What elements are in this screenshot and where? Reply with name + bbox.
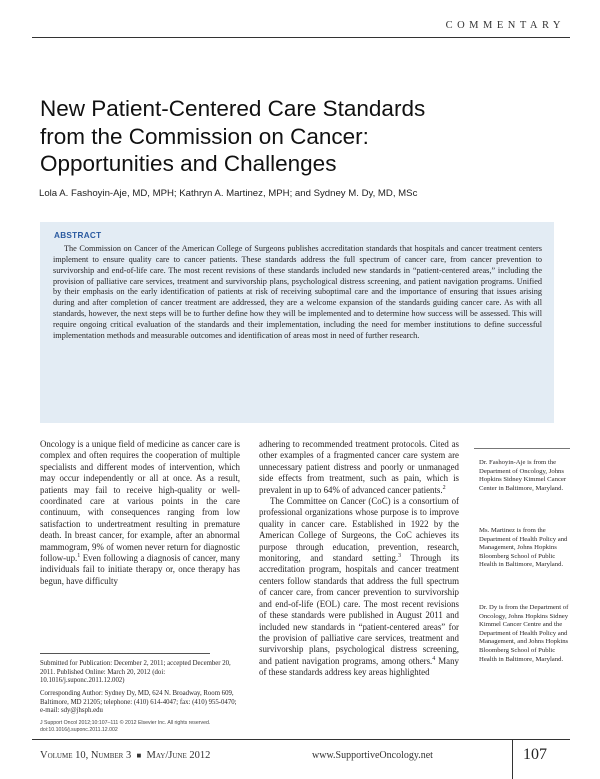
reference-marker[interactable]: 2 (442, 484, 446, 491)
title-line-3: Opportunities and Challenges (40, 151, 337, 176)
correspondence-note: Corresponding Author: Sydney Dy, MD, 624 N. Broadway, Room 609, Baltimore, MD 21205; telephone: (410) 614-4047; fax: (410) 955-0470; e-mail: sdy@jhsph.edu (40, 690, 237, 715)
affiliation-3: Dr. Dy is from the Department of Oncology, Johns Hopkins Sidney Kimmel Cancer Centre and the Department of Health Policy and Management, and Johns Hopkins Bloomberg School of Public Health in Baltimore, Maryland. (479, 604, 569, 663)
article-title (40, 95, 560, 178)
body-paragraph-cont: Through its accreditation program, hospitals and cancer treatment centers follow standards that address the full spectrum of cancer care, from cancer prevention to survivorship and end-of-life (EOL) care. The most recent revisions of these standards were published in August 2011 and included new standards in “patient-centered areas” for the provision of palliative care services, treatment and survivorship plans, psychological distress screening, and patient navigation programs, among others. (259, 553, 459, 666)
reference-marker[interactable]: 4 (432, 655, 436, 662)
title-line-1: New Patient-Centered Care Standards (40, 96, 426, 121)
body-paragraph: The Committee on Cancer (CoC) is a consortium of professional organizations whose purpose is to improve quality in cancer care. Established in 1922 by the American College of Surgeons, the CoC achieves its purpose through education, prevention, research, monitoring, and standard setting. (259, 496, 459, 564)
citation-line: J Support Oncol 2012;10:107–111 © 2012 Elsevier Inc. All rights reserved. doi:10.1016/j.suponc.2011.12.002 (40, 720, 211, 733)
body-paragraph-cont: Many of these standards address key areas highlighted (259, 655, 459, 678)
reference-marker[interactable]: 3 (398, 553, 402, 560)
body-paragraph: adhering to recommended treatment protocols. Cited as other examples of a fragmented cancer care system are unnecessary patient distress and poorly or unmanaged side effects from treatment, such as pain, which is prevalent in up to 64% of advanced cancer patients. (259, 439, 459, 495)
body-column-1 (40, 439, 240, 587)
journal-website[interactable]: www.SupportiveOncology.net (312, 750, 433, 761)
abstract-text: The Commission on Cancer of the American College of Surgeons publishes accreditation standards that hospitals and cancer treatment centers implement to ensure quality care to cancer patients. These standards address the full spectrum of cancer care, from cancer prevention to survivorship and end-of-life care. The most recent revisions of these standards included new standards in “patient-centered areas,” including the provision of palliative care services, treatment and survivorship plans, psychological distress screening, and patient navigation programs. Unified by their emphasis on the early identification of patients at risk of receiving suboptimal care and the importance of ensuring that issues arising during and after completion of cancer treatment are addressed, they are a welcome expansion of the standards guiding cancer care. As with all standards, however, the next steps will be to further define how they will be implemented and to determine how success will be assessed. This will require ongoing critical evaluation of the standards and their implementation, including the need for member institutions to define successful implementation methods and measurable outcomes and identification of areas most in need of further research. (53, 244, 542, 340)
body-column-2 (259, 439, 459, 679)
abstract-heading: ABSTRACT (54, 231, 102, 240)
affiliation-1: Dr. Fashoyin-Aje is from the Department of Oncology, Johns Hopkins Sidney Kimmel Cancer Center in Baltimore, Maryland. (479, 459, 567, 492)
footer-divider (512, 739, 513, 779)
volume-number: Volume 10, Number 3 (40, 750, 132, 761)
author-list: Lola A. Fashoyin-Aje, MD, MPH; Kathryn A. Martinez, MPH; and Sydney M. Dy, MD, MSc (39, 188, 418, 199)
submission-note: Submitted for Publication: December 2, 2011; accepted December 20, 2011. Published Online: March 20, 2012 (doi: 10.1016/j.suponc.2011.12.002) (40, 660, 231, 685)
footer-rule (32, 739, 570, 740)
title-line-2: from the Commission on Cancer: (40, 123, 369, 149)
bullet-icon: ■ (136, 751, 142, 760)
header-rule (32, 37, 570, 38)
body-paragraph: Oncology is a unique field of medicine as cancer care is complex and often requires the cooperation of multiple specialists and different modes of intervention, which may occur independently or all at once. As a result, patients may fail to receive high-quality or well-coordinated care at various points in the care continuum, with consequences ranging from low satisfaction to undertreatment resulting in premature death. In breast cancer, for example, after an abnormal mammogram, 9% of women never return for diagnostic follow-up. (40, 439, 240, 564)
affiliation-2: Ms. Martinez is from the Department of Health Policy and Management, Johns Hopkins Bloomberg School of Public Health in Baltimore, Maryland. (479, 527, 568, 569)
body-paragraph-cont: Even following a diagnosis of cancer, many individuals fail to initiate therapy or, once therapy has begun, have difficulty (40, 553, 240, 586)
footnote-rule (40, 653, 210, 654)
sidebar-rule (474, 448, 570, 449)
issue-date: May/June 2012 (146, 750, 211, 761)
volume-info (40, 750, 210, 761)
section-label: COMMENTARY (445, 20, 565, 31)
page-number: 107 (523, 746, 547, 763)
reference-marker[interactable]: 1 (77, 553, 81, 560)
